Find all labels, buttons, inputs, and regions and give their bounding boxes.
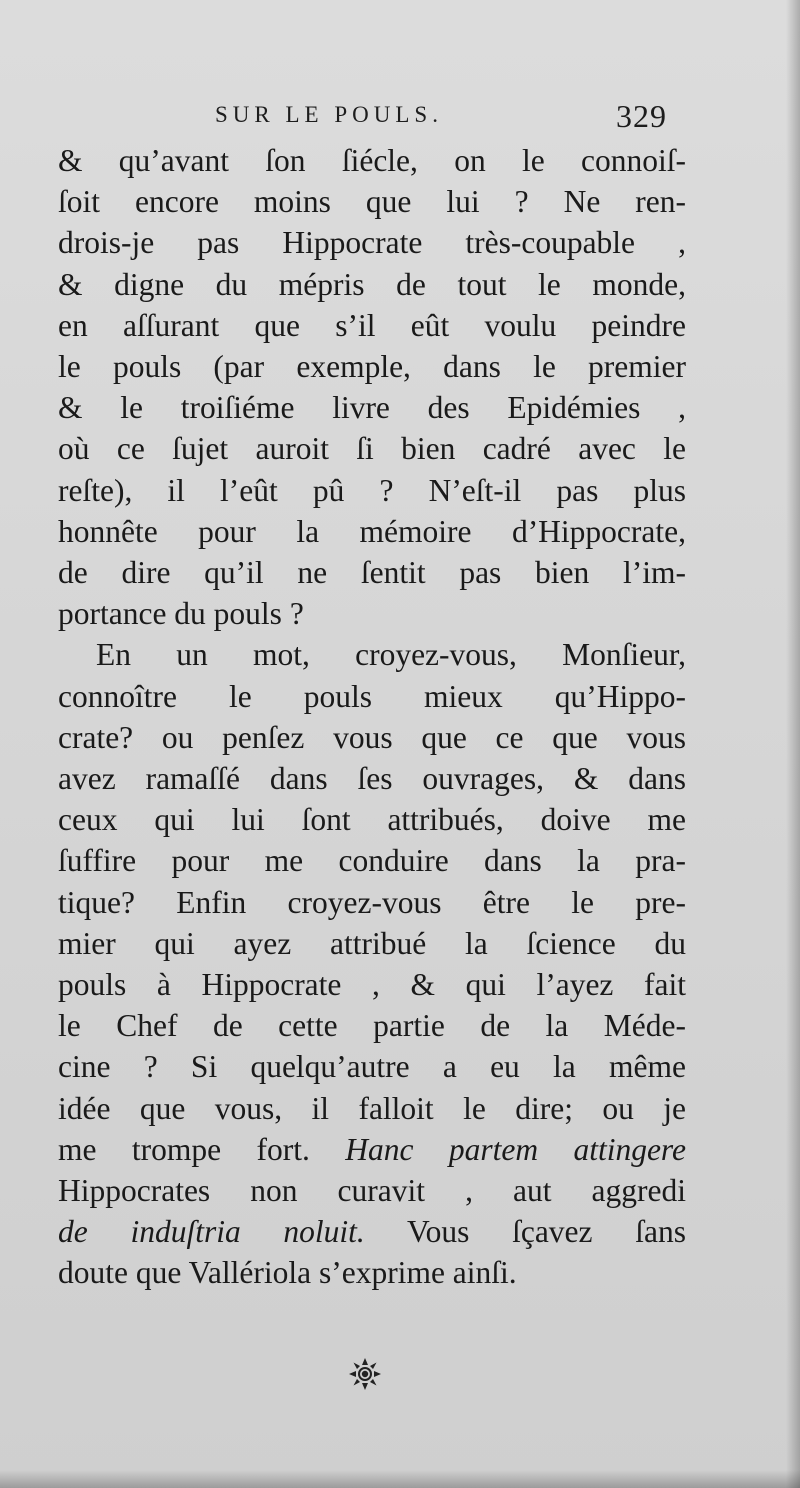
text-line: de dire qu’il ne ſentit pas bien l’im-	[58, 555, 686, 591]
text-line: honnête pour la mémoire d’Hippocrate,	[58, 513, 686, 549]
page-edge-shadow-bottom	[0, 1470, 800, 1488]
text-line: idée que vous, il falloit le dire; ou je	[58, 1090, 686, 1126]
text-line: reſte), il l’eût pû ? N’eſt-il pas plus	[58, 472, 686, 508]
text-line: en aſſurant que s’il eût voulu peindre	[58, 307, 686, 343]
text-line: doute que Vallériola s’exprime ainſi.	[58, 1255, 517, 1291]
text-line: tique? Enfin croyez-vous être le pre-	[58, 884, 686, 920]
text-line: où ce ſujet auroit ſi bien cadré avec le	[58, 431, 686, 467]
text-line: ſuffire pour me conduire dans la pra-	[58, 843, 686, 879]
text-segment: Vous ſçavez ſans	[406, 1214, 686, 1250]
text-line: mier qui ayez attribué la ſcience du	[58, 925, 686, 961]
fleuron-ornament-icon	[347, 1356, 383, 1392]
text-line-mixed	[58, 1129, 686, 1170]
italic-segment: Hanc partem attingere	[345, 1131, 687, 1167]
italic-text-line: Hippocrates non curavit , aut aggredi	[58, 1173, 686, 1209]
page-edge-shadow-right	[786, 0, 800, 1488]
text-line: & qu’avant ſon ſiécle, on le connoiſ-	[58, 143, 686, 178]
text-line: portance du pouls ?	[58, 596, 304, 632]
text-segment: me trompe fort.	[58, 1131, 310, 1167]
text-line-mixed	[58, 1211, 686, 1252]
text-line: & digne du mépris de tout le monde,	[58, 266, 686, 302]
italic-segment: de induſtria noluit.	[58, 1214, 365, 1250]
text-line: ceux qui lui ſont attribués, doive me	[58, 802, 686, 838]
body-text	[58, 140, 686, 1294]
page-number: 329	[616, 98, 667, 134]
text-line: drois-je pas Hippocrate très-coupable ,	[58, 225, 686, 261]
text-line: crate? ou penſez vous que ce que vous	[58, 719, 686, 755]
text-line: pouls à Hippocrate , & qui l’ayez fait	[58, 967, 686, 1003]
text-line: En un mot, croyez-vous, Monſieur,	[96, 637, 686, 673]
text-line: le Chef de cette partie de la Méde-	[58, 1008, 686, 1044]
text-line: & le troiſiéme livre des Epidémies ,	[58, 390, 686, 426]
running-head: SUR LE POULS.	[215, 102, 443, 127]
text-line: le pouls (par exemple, dans le premier	[58, 349, 686, 385]
text-line: ſoit encore moins que lui ? Ne ren-	[58, 184, 686, 220]
text-line: avez ramaſſé dans ſes ouvrages, & dans	[58, 761, 686, 797]
text-line: connoître le pouls mieux qu’Hippo-	[58, 678, 686, 714]
text-line: cine ? Si quelqu’autre a eu la même	[58, 1049, 686, 1085]
